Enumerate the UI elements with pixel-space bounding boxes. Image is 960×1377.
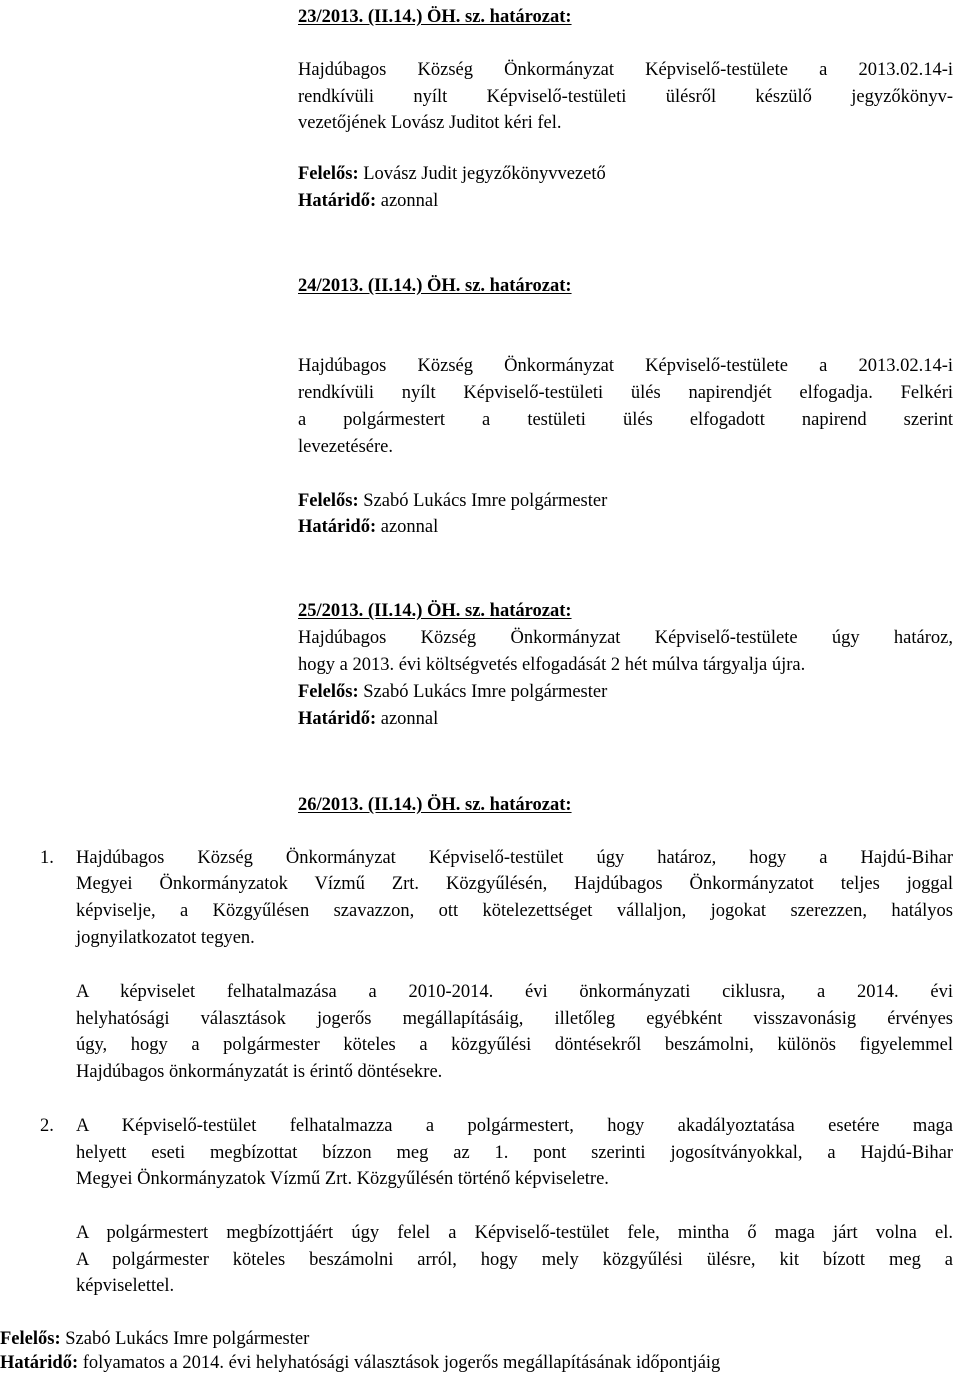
deadline-value: azonnal <box>380 517 439 537</box>
point-1-line-2: Megyei Önkormányzatok Vízmű Zrt. Közgyűlésén, Hajdúbagos Önkormányzatot teljes joggal <box>76 874 953 894</box>
resolution-23-text-line-1: Hajdúbagos Község Önkormányzat Képviselő-testülete a 2013.02.14-i <box>298 60 953 80</box>
deadline-label: Határidő: <box>298 709 377 729</box>
responsible-value: Szabó Lukács Imre polgármester <box>363 491 608 511</box>
resolution-24-deadline <box>298 514 438 540</box>
point-2-line-2: helyett eseti megbízottat bízzon meg az 1. pont szerinti jogosítványokkal, a Hajdú-Bihar <box>76 1143 953 1163</box>
responsible-label: Felelős: <box>298 491 359 511</box>
resolution-24-text-line-3: a polgármestert a testületi ülés elfogadott napirend szerint <box>298 410 953 430</box>
resolution-26-deadline <box>0 1350 720 1376</box>
point-2-line-1: A Képviselő-testület felhatalmazza a polgármestert, hogy akadályoztatása esetére maga <box>76 1116 953 1136</box>
resolution-24-text-line-2: rendkívüli nyílt Képviselő-testületi ülés napirendjét elfogadja. Felkéri <box>298 383 953 403</box>
resolution-25-text-line-1: Hajdúbagos Község Önkormányzat Képviselő-testülete úgy határoz, <box>298 628 953 648</box>
resolution-25-text-line-2: hogy a 2013. évi költségvetés elfogadását 2 hét múlva tárgyalja újra. <box>298 655 806 675</box>
deadline-label: Határidő: <box>298 517 377 537</box>
mandate-line-2: A polgármester köteles beszámolni arról, hogy mely közgyűlési ülésre, kit bízott meg a <box>76 1250 953 1270</box>
resolution-23-text-line-3: vezetőjének Lovász Juditot kéri fel. <box>298 113 562 133</box>
resolution-23-deadline <box>298 188 438 214</box>
point-1-line-3: képviselje, a Közgyűlésen szavazzon, ott kötelezettséget vállaljon, jogokat szerezzen, hatályos <box>76 901 953 921</box>
resolution-23-text-line-2: rendkívüli nyílt Képviselő-testületi ülésről készülő jegyzőkönyv- <box>298 87 953 107</box>
resolution-24-text-line-1: Hajdúbagos Község Önkormányzat Képviselő-testülete a 2013.02.14-i <box>298 356 953 376</box>
resolution-24-responsible <box>298 488 607 514</box>
responsible-value: Szabó Lukács Imre polgármester <box>65 1329 310 1349</box>
point-2-number: 2. <box>40 1116 54 1136</box>
point-1-line-4: jognyilatkozatot tegyen. <box>76 928 255 948</box>
responsible-value: Lovász Judit jegyzőkönyvvezető <box>363 164 606 184</box>
resolution-25-title: 25/2013. (II.14.) ÖH. sz. határozat: <box>298 601 572 621</box>
mandate-line-3: képviselettel. <box>76 1276 175 1296</box>
resolution-23-responsible <box>298 161 606 187</box>
resolution-25-responsible <box>298 679 607 705</box>
deadline-label: Határidő: <box>298 191 377 211</box>
resolution-24-title: 24/2013. (II.14.) ÖH. sz. határozat: <box>298 276 572 296</box>
authorization-line-1: A képviselet felhatalmazása a 2010-2014. évi önkormányzati ciklusra, a 2014. évi <box>76 982 953 1002</box>
responsible-label: Felelős: <box>298 682 359 702</box>
authorization-line-2: helyhatósági választások jogerős megállapításáig, illetőleg egyébként visszavonásig érvényes <box>76 1009 953 1029</box>
point-2-line-3: Megyei Önkormányzatok Vízmű Zrt. Közgyűlésén történő képviseletre. <box>76 1169 609 1189</box>
deadline-value: azonnal <box>380 709 439 729</box>
mandate-line-1: A polgármestert megbízottjáért úgy felel a Képviselő-testület fele, mintha ő maga járt volna el. <box>76 1223 953 1243</box>
authorization-line-3: úgy, hogy a polgármester köteles a közgyűlési döntésekről beszámolni, különös figyelemmel <box>76 1035 953 1055</box>
resolution-23-title: 23/2013. (II.14.) ÖH. sz. határozat: <box>298 7 572 27</box>
resolution-25-deadline <box>298 706 438 732</box>
point-1-line-1: Hajdúbagos Község Önkormányzat Képviselő-testület úgy határoz, hogy a Hajdú-Bihar <box>76 848 953 868</box>
resolution-24-text-line-4: levezetésére. <box>298 437 393 457</box>
responsible-label: Felelős: <box>0 1329 61 1349</box>
resolution-26-responsible <box>0 1326 309 1352</box>
deadline-value: folyamatos a 2014. évi helyhatósági választások jogerős megállapításának időpontjáig <box>82 1353 721 1373</box>
deadline-value: azonnal <box>380 191 439 211</box>
authorization-line-4: Hajdúbagos önkormányzatát is érintő döntésekre. <box>76 1062 443 1082</box>
point-1-number: 1. <box>40 848 54 868</box>
resolution-26-title: 26/2013. (II.14.) ÖH. sz. határozat: <box>298 795 572 815</box>
responsible-value: Szabó Lukács Imre polgármester <box>363 682 608 702</box>
deadline-label: Határidő: <box>0 1353 79 1373</box>
responsible-label: Felelős: <box>298 164 359 184</box>
